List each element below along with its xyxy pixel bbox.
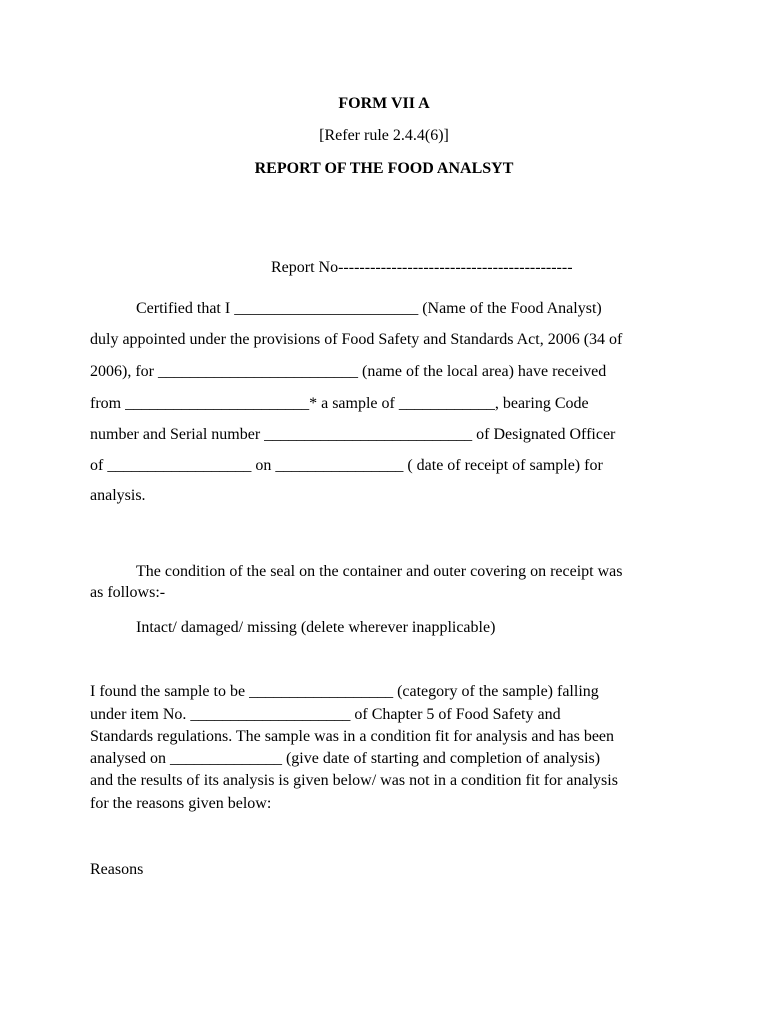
findings-line: and the results of its analysis is given below/ was not in a condition fit for analysis <box>90 772 618 789</box>
certification-line: analysis. <box>90 487 146 504</box>
seal-condition-line: The condition of the seal on the container and outer covering on receipt was <box>136 563 623 580</box>
findings-line: analysed on ______________ (give date of starting and completion of analysis) <box>90 750 601 767</box>
certification-line: Certified that I _______________________ (Name of the Food Analyst) <box>136 300 602 317</box>
findings-line: Standards regulations. The sample was in a condition fit for analysis and has been <box>90 728 615 745</box>
certification-line: of __________________ on ________________ ( date of receipt of sample) for <box>90 457 603 474</box>
rule-reference: [Refer rule 2.4.4(6)] <box>319 127 449 144</box>
seal-condition-line: as follows:- <box>90 584 166 601</box>
report-title: REPORT OF THE FOOD ANALSYT <box>254 160 514 177</box>
certification-line: duly appointed under the provisions of Food Safety and Standards Act, 2006 (34 of <box>90 331 623 348</box>
certification-line: from _______________________* a sample of ____________, bearing Code <box>90 395 589 412</box>
certification-line: number and Serial number __________________________ of Designated Officer <box>90 426 616 443</box>
certification-line: 2006), for _________________________ (name of the local area) have received <box>90 363 607 380</box>
findings-line: under item No. ____________________ of Chapter 5 of Food Safety and <box>90 706 561 723</box>
reasons-label: Reasons <box>90 861 144 878</box>
findings-line: I found the sample to be __________________ (category of the sample) falling <box>90 683 599 700</box>
form-title: FORM VII A <box>338 95 430 112</box>
seal-options: Intact/ damaged/ missing (delete wherever inapplicable) <box>136 619 496 636</box>
findings-line: for the reasons given below: <box>90 795 272 812</box>
report-number-line: Report No-------------------------------------------- <box>271 259 573 276</box>
